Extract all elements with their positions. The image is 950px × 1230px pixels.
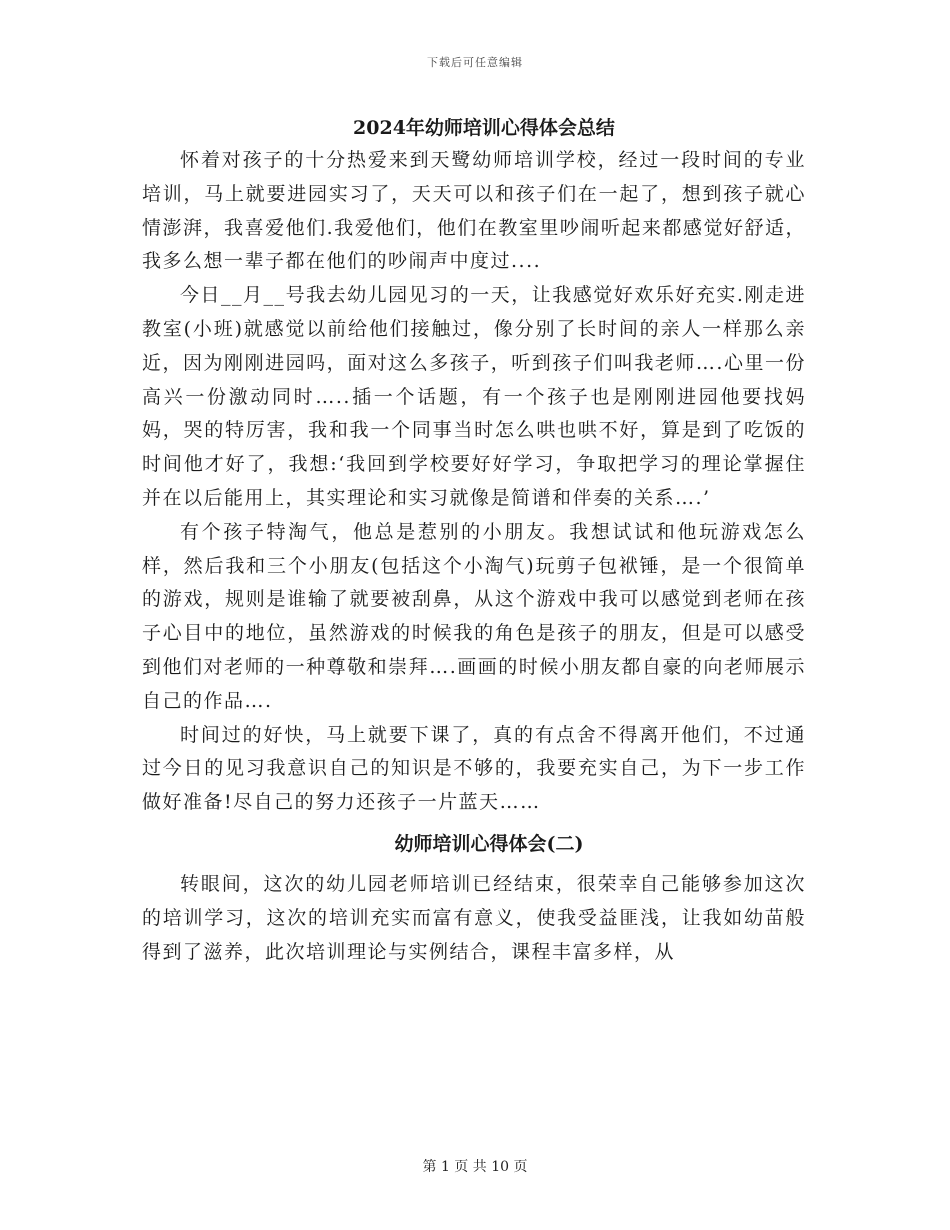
header-note: 下载后可任意编辑: [427, 56, 523, 69]
paragraph: 今日__月__号我去幼儿园见习的一天，让我感觉好欢乐好充实.刚走进教室(小班)就感觉以前给他们接触过，像分别了长时间的亲人一样那么亲近，因为刚刚进园吗，面对这么多孩子，听到孩子们叫我老师….心里一份高兴一份激动同时…..插一个话题，有一个孩子也是刚刚进园他要找妈妈，哭的特厉害，我和我一个同事当时怎么哄也哄不好，算是到了吃饭的时间他才好了，我想:‘我回到学校要好好学习，争取把学习的理论掌握住并在以后能用上，其实理论和实习就像是简谱和伴奏的关系….’: [142, 284, 806, 509]
paragraph: 有个孩子特淘气，他总是惹别的小朋友。我想试试和他玩游戏怎么样，然后我和三个小朋友(包括这个小淘气)玩剪子包袱锤，是一个很简单的游戏，规则是谁输了就要被刮鼻，从这个游戏中我可以感觉到老师在孩子心目中的地位，虽然游戏的时候我的角色是孩子的朋友，但是可以感受到他们对老师的一种尊敬和崇拜….画画的时候小朋友都自豪的向老师展示自己的作品….: [142, 520, 806, 712]
paragraph: 转眼间，这次的幼儿园老师培训已经结束，很荣幸自己能够参加这次的培训学习，这次的培训充实而富有意义，使我受益匪浅，让我如幼苗般得到了滋养，此次培训理论与实例结合，课程丰富多样，从: [142, 872, 806, 963]
paragraph: 怀着对孩子的十分热爱来到天鹭幼师培训学校，经过一段时间的专业培训，马上就要进园实习了，天天可以和孩子们在一起了，想到孩子就心情澎湃，我喜爱他们.我爱他们，他们在教室里吵闹听起来都感觉好舒适，我多么想一辈子都在他们的吵闹声中度过....: [142, 149, 806, 273]
paragraph: 时间过的好快，马上就要下课了，真的有点舍不得离开他们，不过通过今日的见习我意识自己的知识是不够的，我要充实自己，为下一步工作做好准备!尽自己的努力还孩子一片蓝天……: [142, 723, 806, 814]
section-title: 幼师培训心得体会(二): [394, 832, 584, 855]
page-number: 第 1 页 共 10 页: [422, 1159, 528, 1175]
document-title: 2024年幼师培训心得体会总结: [353, 117, 615, 139]
document-body: [142, 112, 806, 969]
